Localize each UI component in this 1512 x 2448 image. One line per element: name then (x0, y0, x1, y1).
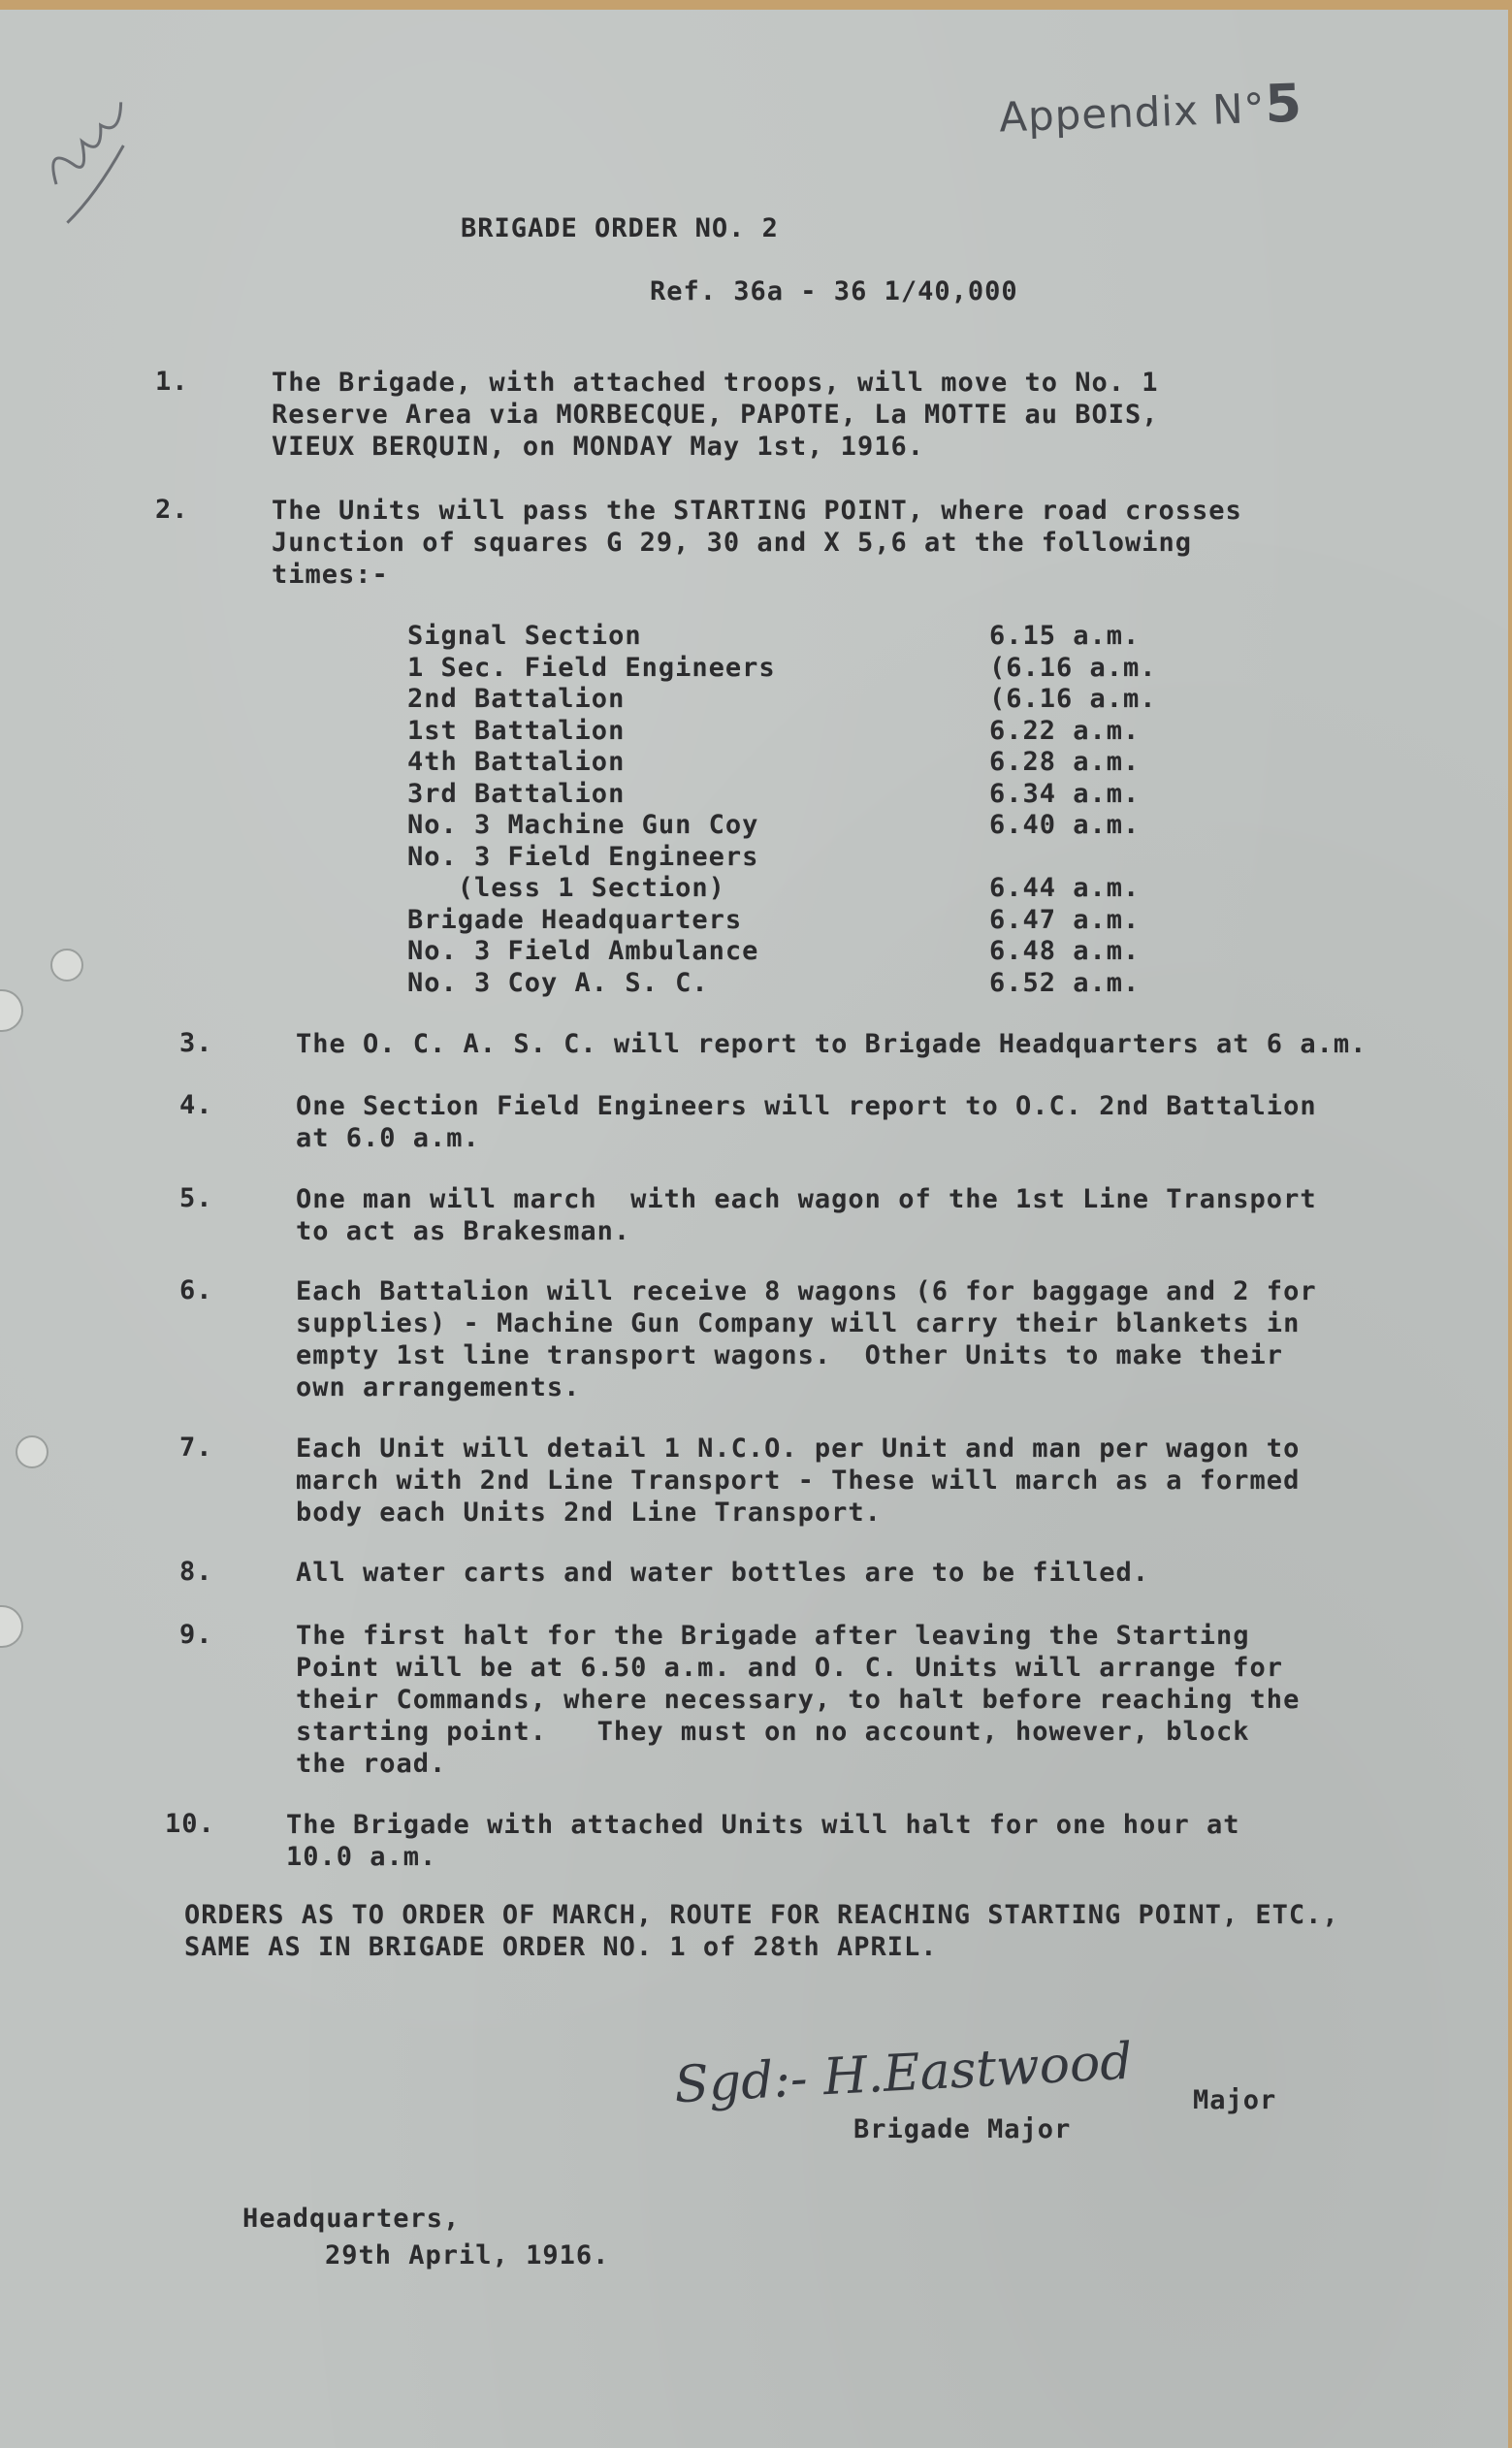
paragraph-number: 1. (155, 367, 189, 397)
signature-rank: Major (1193, 2085, 1277, 2115)
unit-name: No. 3 Coy A. S. C. (407, 967, 709, 998)
appendix-text: Appendix N° (998, 83, 1267, 142)
paragraph-text: All water carts and water bottles are to be filled. (296, 1558, 1150, 1588)
paragraph-number: 2. (155, 495, 189, 525)
document-page (0, 10, 1508, 2448)
unit-name: 1st Battalion (407, 715, 626, 746)
appendix-number: 5 (1264, 72, 1304, 135)
unit-name: (less 1 Section) (407, 873, 725, 903)
paragraph-number: 9. (179, 1620, 213, 1650)
unit-name: No. 3 Machine Gun Coy (407, 810, 759, 840)
punch-hole (0, 989, 23, 1032)
unit-name: 2nd Battalion (407, 684, 626, 714)
paragraph-text: The first halt for the Brigade after leaving the Starting Point will be at 6.50 a.m. and O. C. Units will arrange for their Commands, where necessary, to halt before reaching the starting point. They must on no account, however, block the road. (296, 1621, 1301, 1779)
pass-time: 6.47 a.m. (989, 904, 1141, 935)
pass-time: (6.16 a.m. (989, 652, 1157, 683)
footer-date: 29th April, 1916. (325, 2240, 610, 2271)
paragraph-number: 8. (179, 1557, 213, 1587)
pass-time: 6.44 a.m. (989, 873, 1141, 903)
paragraph-text: The Units will pass the STARTING POINT, where road crosses Junction of squares G 29, 30 and X 5,6 at the following times:- (272, 496, 1242, 590)
unit-name: Signal Section (407, 621, 642, 651)
closing-note: ORDERS AS TO ORDER OF MARCH, ROUTE FOR REACHING STARTING POINT, ETC., SAME AS IN BRIGADE ORDER NO. 1 of 28th APRIL. (184, 1900, 1339, 1962)
unit-name: No. 3 Field Ambulance (407, 936, 759, 966)
paragraph-text: The O. C. A. S. C. will report to Brigade Headquarters at 6 a.m. (296, 1029, 1367, 1059)
pass-time: 6.40 a.m. (989, 810, 1141, 840)
pass-time: 6.52 a.m. (989, 967, 1141, 998)
pass-time: 6.34 a.m. (989, 778, 1141, 809)
paragraph-number: 4. (179, 1090, 213, 1120)
paragraph-number: 10. (165, 1809, 215, 1839)
handwritten-annotation (6, 57, 209, 252)
punch-hole (50, 949, 83, 982)
pass-time: 6.28 a.m. (989, 747, 1141, 777)
unit-name: Brigade Headquarters (407, 904, 743, 935)
page-title: BRIGADE ORDER NO. 2 (461, 213, 779, 243)
paragraph-number: 7. (179, 1433, 213, 1463)
pass-time: 6.15 a.m. (989, 621, 1141, 651)
paragraph-text: Each Unit will detail 1 N.C.O. per Unit and man per wagon to march with 2nd Line Transport - These will march as a formed body each Units 2nd Line Transport. (296, 1433, 1301, 1528)
punch-hole (16, 1435, 48, 1468)
paragraph-text: The Brigade with attached Units will halt for one hour at 10.0 a.m. (286, 1810, 1240, 1872)
paragraph-number: 6. (179, 1275, 213, 1305)
paragraph-text: One Section Field Engineers will report to O.C. 2nd Battalion at 6.0 a.m. (296, 1091, 1317, 1153)
paragraph-text: Each Battalion will receive 8 wagons (6 for baggage and 2 for supplies) - Machine Gun Company will carry their blankets in empty 1st line transport wagons. Other Units to make their own arrangements. (296, 1276, 1317, 1402)
signature-title: Brigade Major (853, 2114, 1072, 2144)
paragraph-number: 3. (179, 1028, 213, 1058)
pass-time: (6.16 a.m. (989, 684, 1157, 714)
paragraph-text: The Brigade, with attached troops, will move to No. 1 Reserve Area via MORBECQUE, PAPOTE, La MOTTE au BOIS, VIEUX BERQUIN, on MONDAY May 1st, 1916. (272, 368, 1159, 462)
map-reference: Ref. 36a - 36 1/40,000 (650, 276, 1018, 306)
unit-name: 1 Sec. Field Engineers (407, 652, 776, 683)
pass-time: 6.48 a.m. (989, 936, 1141, 966)
unit-name: 4th Battalion (407, 747, 626, 777)
unit-name: No. 3 Field Engineers (407, 841, 759, 872)
unit-name: 3rd Battalion (407, 778, 626, 809)
paragraph-text: One man will march with each wagon of the 1st Line Transport to act as Brakesman. (296, 1184, 1317, 1246)
punch-hole (0, 1605, 23, 1648)
pass-time: 6.22 a.m. (989, 715, 1141, 746)
footer-place: Headquarters, (242, 2204, 461, 2234)
appendix-label (998, 73, 1303, 145)
paragraph-number: 5. (179, 1183, 213, 1213)
signature-line: Sgd:- H.Eastwood (672, 2032, 1134, 2115)
